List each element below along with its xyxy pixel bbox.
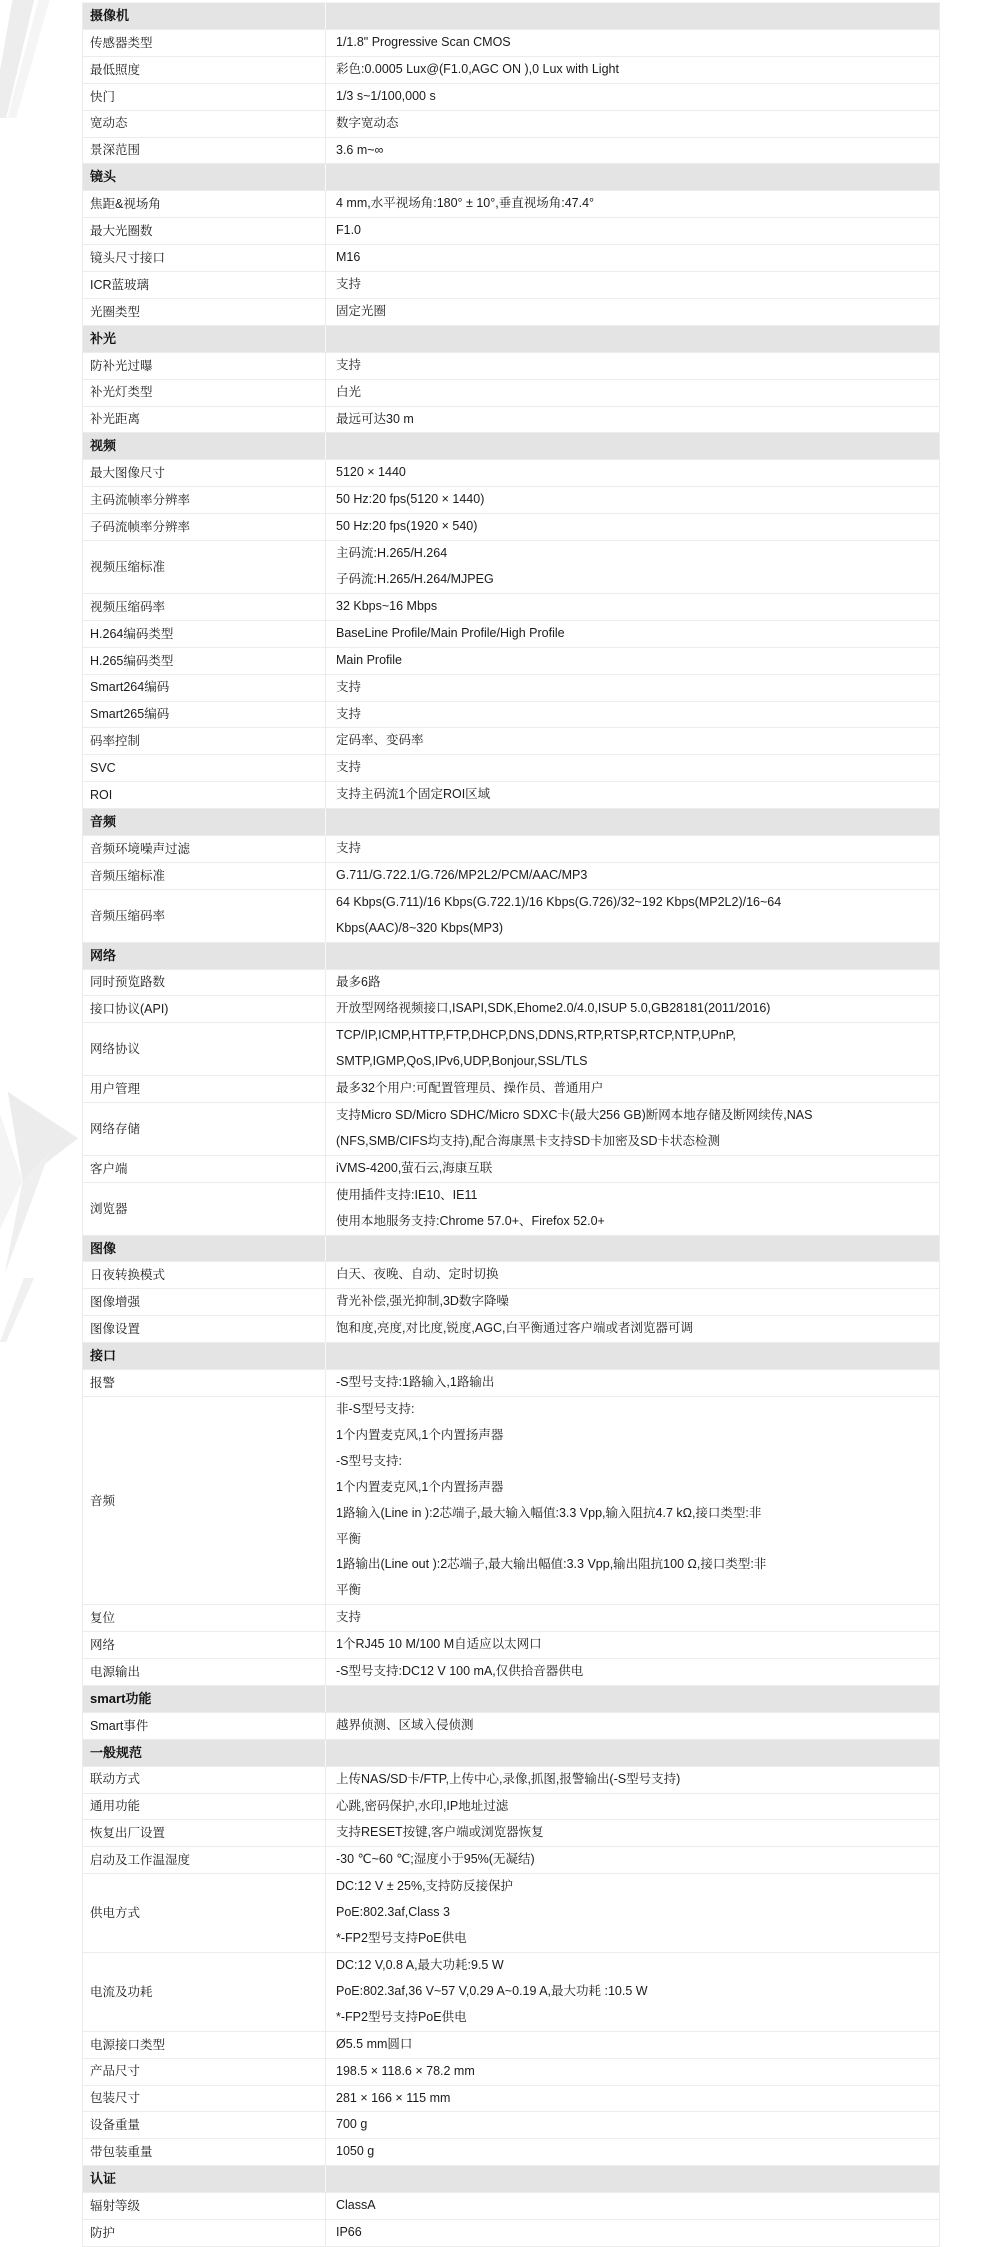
spec-value bbox=[326, 30, 939, 56]
section-header-5: 网络 bbox=[83, 943, 939, 970]
spec-value-line: Kbps(AAC)/8~320 Kbps(MP3) bbox=[336, 920, 504, 935]
spec-value-line: -S型号支持:1路输入,1路输出 bbox=[336, 1375, 495, 1390]
spec-label: 视频压缩标准 bbox=[83, 541, 326, 593]
spec-row bbox=[83, 1156, 939, 1183]
spec-row bbox=[83, 138, 939, 165]
spec-label: 网络 bbox=[83, 1632, 326, 1658]
spec-value bbox=[326, 2220, 939, 2246]
spec-value-line: 白天、夜晚、自动、定时切换 bbox=[336, 1267, 499, 1282]
spec-value bbox=[326, 1953, 939, 2031]
spec-row bbox=[83, 2086, 939, 2113]
spec-row bbox=[83, 1183, 939, 1236]
spec-value-line: F1.0 bbox=[336, 223, 362, 238]
spec-row bbox=[83, 2059, 939, 2086]
spec-value-line: -30 ℃~60 ℃;湿度小于95%(无凝结) bbox=[336, 1852, 535, 1867]
spec-value-line: 支持主码流1个固定ROI区域 bbox=[336, 787, 491, 802]
spec-value bbox=[326, 1289, 939, 1315]
spec-value-line: -S型号支持: bbox=[336, 1453, 402, 1468]
spec-value-line: *-FP2型号支持PoE供电 bbox=[336, 1931, 467, 1946]
spec-value-line: M16 bbox=[336, 250, 361, 265]
spec-label: 通用功能 bbox=[83, 1794, 326, 1820]
spec-value-line: 子码流:H.265/H.264/MJPEG bbox=[336, 571, 494, 586]
spec-label: 快门 bbox=[83, 84, 326, 110]
spec-value bbox=[326, 1397, 939, 1604]
spec-label: 景深范围 bbox=[83, 138, 326, 164]
spec-value-line: 支持 bbox=[336, 841, 362, 856]
spec-row bbox=[83, 1076, 939, 1103]
spec-label: 客户端 bbox=[83, 1156, 326, 1182]
spec-value-line: 最多32个用户:可配置管理员、操作员、普通用户 bbox=[336, 1081, 604, 1096]
spec-value bbox=[326, 380, 939, 406]
spec-value-line: 心跳,密码保护,水印,IP地址过滤 bbox=[336, 1798, 509, 1813]
spec-value-line: 彩色:0.0005 Lux@(F1.0,AGC ON ),0 Lux with Light bbox=[336, 61, 619, 76]
spec-row bbox=[83, 84, 939, 111]
spec-label: 主码流帧率分辨率 bbox=[83, 487, 326, 513]
spec-value bbox=[326, 702, 939, 728]
spec-label: 网络存储 bbox=[83, 1103, 326, 1155]
spec-label: 带包装重量 bbox=[83, 2139, 326, 2165]
spec-value bbox=[326, 1874, 939, 1952]
spec-row bbox=[83, 487, 939, 514]
spec-value-line: 281 × 166 × 115 mm bbox=[336, 2090, 451, 2105]
spec-row bbox=[83, 2112, 939, 2139]
spec-label: Smart265编码 bbox=[83, 702, 326, 728]
spec-value bbox=[326, 111, 939, 137]
spec-value bbox=[326, 1183, 939, 1235]
section-header-10: 认证 bbox=[83, 2166, 939, 2193]
spec-value-line: 198.5 × 118.6 × 78.2 mm bbox=[336, 2063, 475, 2078]
spec-value-line: TCP/IP,ICMP,HTTP,FTP,DHCP,DNS,DDNS,RTP,RTSP,RTCP,NTP,UPnP, bbox=[336, 1028, 736, 1043]
spec-value-line: 主码流:H.265/H.264 bbox=[336, 546, 448, 561]
spec-value-line: 1个内置麦克风,1个内置扬声器 bbox=[336, 1479, 504, 1494]
spec-value-line: 白光 bbox=[336, 384, 362, 399]
spec-value bbox=[326, 2059, 939, 2085]
spec-value-line: 3.6 m~∞ bbox=[336, 142, 384, 157]
spec-value bbox=[326, 2139, 939, 2165]
spec-label: 最低照度 bbox=[83, 57, 326, 83]
spec-label: H.265编码类型 bbox=[83, 648, 326, 674]
spec-value-line: 64 Kbps(G.711)/16 Kbps(G.722.1)/16 Kbps(G.726)/32~192 Kbps(MP2L2)/16~64 bbox=[336, 894, 782, 909]
spec-value bbox=[326, 1370, 939, 1396]
spec-value bbox=[326, 218, 939, 244]
spec-value bbox=[326, 541, 939, 593]
spec-value bbox=[326, 755, 939, 781]
spec-value-line: -S型号支持:DC12 V 100 mA,仅供拾音器供电 bbox=[336, 1664, 584, 1679]
spec-value bbox=[326, 1605, 939, 1631]
spec-value bbox=[326, 890, 939, 942]
spec-value bbox=[326, 407, 939, 433]
spec-row bbox=[83, 755, 939, 782]
spec-value-line: Main Profile bbox=[336, 652, 402, 667]
spec-value bbox=[326, 57, 939, 83]
spec-row bbox=[83, 272, 939, 299]
spec-row bbox=[83, 353, 939, 380]
spec-row bbox=[83, 1874, 939, 1953]
spec-value-line: 饱和度,亮度,对比度,锐度,AGC,白平衡通过客户端或者浏览器可调 bbox=[336, 1321, 693, 1336]
spec-value-line: 1050 g bbox=[336, 2144, 375, 2159]
spec-value-line: 支持 bbox=[336, 679, 362, 694]
spec-row bbox=[83, 380, 939, 407]
spec-label: 辐射等级 bbox=[83, 2193, 326, 2219]
spec-label: 电流及功耗 bbox=[83, 1953, 326, 2031]
spec-row bbox=[83, 1289, 939, 1316]
spec-row bbox=[83, 218, 939, 245]
spec-label: ICR蓝玻璃 bbox=[83, 272, 326, 298]
spec-value-line: (NFS,SMB/CIFS均支持),配合海康黑卡支持SD卡加密及SD卡状态检测 bbox=[336, 1133, 721, 1148]
spec-label: 同时预览路数 bbox=[83, 970, 326, 996]
spec-value bbox=[326, 138, 939, 164]
spec-table bbox=[82, 2, 940, 2247]
spec-value-line: 上传NAS/SD卡/FTP,上传中心,录像,抓图,报警输出(-S型号支持) bbox=[336, 1771, 681, 1786]
spec-row bbox=[83, 57, 939, 84]
spec-value-line: IP66 bbox=[336, 2225, 362, 2240]
spec-label: 图像设置 bbox=[83, 1316, 326, 1342]
spec-label: Smart264编码 bbox=[83, 675, 326, 701]
spec-row bbox=[83, 541, 939, 594]
spec-value-line: G.711/G.722.1/G.726/MP2L2/PCM/AAC/MP3 bbox=[336, 867, 588, 882]
spec-value-line: 使用插件支持:IE10、IE11 bbox=[336, 1187, 478, 1202]
spec-value bbox=[326, 1103, 939, 1155]
spec-value-line: 支持 bbox=[336, 1610, 362, 1625]
section-header-4: 音频 bbox=[83, 809, 939, 836]
spec-value bbox=[326, 1632, 939, 1658]
spec-row bbox=[83, 1713, 939, 1740]
spec-value-line: DC:12 V ± 25%,支持防反接保护 bbox=[336, 1879, 514, 1894]
spec-value-line: 1/3 s~1/100,000 s bbox=[336, 88, 436, 103]
spec-label: 网络协议 bbox=[83, 1023, 326, 1075]
spec-value bbox=[326, 2112, 939, 2138]
spec-value-line: Ø5.5 mm圆口 bbox=[336, 2036, 413, 2051]
spec-row bbox=[83, 1316, 939, 1343]
spec-value-line: 使用本地服务支持:Chrome 57.0+、Firefox 52.0+ bbox=[336, 1213, 605, 1228]
spec-value-line: 1个RJ45 10 M/100 M自适应以太网口 bbox=[336, 1637, 542, 1652]
spec-value bbox=[326, 836, 939, 862]
spec-value-line: 50 Hz:20 fps(1920 × 540) bbox=[336, 519, 478, 534]
spec-value bbox=[326, 782, 939, 808]
spec-value bbox=[326, 1767, 939, 1793]
spec-row bbox=[83, 514, 939, 541]
spec-value-line: 5120 × 1440 bbox=[336, 465, 406, 480]
spec-value bbox=[326, 272, 939, 298]
spec-label: 报警 bbox=[83, 1370, 326, 1396]
spec-label: SVC bbox=[83, 755, 326, 781]
spec-label: 复位 bbox=[83, 1605, 326, 1631]
spec-value-line: 越界侦测、区域入侵侦测 bbox=[336, 1717, 474, 1732]
spec-row bbox=[83, 1953, 939, 2032]
spec-row bbox=[83, 30, 939, 57]
spec-value bbox=[326, 648, 939, 674]
spec-value-line: 支持 bbox=[336, 277, 362, 292]
spec-label: 宽动态 bbox=[83, 111, 326, 137]
spec-label: 接口协议(API) bbox=[83, 996, 326, 1022]
spec-value-line: 支持 bbox=[336, 706, 362, 721]
spec-label: 传感器类型 bbox=[83, 30, 326, 56]
spec-label: 补光距离 bbox=[83, 407, 326, 433]
spec-value bbox=[326, 2032, 939, 2058]
spec-row bbox=[83, 782, 939, 809]
spec-value-line: ClassA bbox=[336, 2198, 376, 2213]
spec-value bbox=[326, 2086, 939, 2112]
spec-label: 音频 bbox=[83, 1397, 326, 1604]
watermark-tail-icon bbox=[0, 1278, 34, 1342]
spec-label: 设备重量 bbox=[83, 2112, 326, 2138]
watermark-slash-icon bbox=[0, 0, 62, 118]
spec-row bbox=[83, 1103, 939, 1156]
spec-row bbox=[83, 1632, 939, 1659]
spec-value-line: 支持RESET按键,客户端或浏览器恢复 bbox=[336, 1825, 544, 1840]
spec-value-line: 1个内置麦克风,1个内置扬声器 bbox=[336, 1427, 504, 1442]
spec-value-line: 平衡 bbox=[336, 1531, 362, 1546]
spec-value-line: 支持 bbox=[336, 357, 362, 372]
spec-value bbox=[326, 1713, 939, 1739]
spec-row bbox=[83, 1820, 939, 1847]
spec-label: 音频环境噪声过滤 bbox=[83, 836, 326, 862]
spec-row bbox=[83, 299, 939, 326]
spec-value-line: 定码率、变码率 bbox=[336, 733, 424, 748]
spec-row bbox=[83, 191, 939, 218]
spec-value bbox=[326, 996, 939, 1022]
spec-label: 电源输出 bbox=[83, 1659, 326, 1685]
spec-value bbox=[326, 970, 939, 996]
spec-row bbox=[83, 2032, 939, 2059]
spec-value bbox=[326, 1847, 939, 1873]
spec-row bbox=[83, 1262, 939, 1289]
spec-row bbox=[83, 1794, 939, 1821]
spec-value bbox=[326, 621, 939, 647]
spec-value-line: 开放型网络视频接口,ISAPI,SDK,Ehome2.0/4.0,ISUP 5.0,GB28181(2011/2016) bbox=[336, 1001, 771, 1016]
spec-row bbox=[83, 2139, 939, 2166]
spec-row bbox=[83, 1023, 939, 1076]
spec-value-line: 1路输出(Line out ):2芯端子,最大输出幅值:3.3 Vpp,输出阻抗100 Ω,接口类型:非 bbox=[336, 1557, 767, 1572]
spec-value bbox=[326, 84, 939, 110]
spec-value bbox=[326, 353, 939, 379]
spec-label: 焦距&视场角 bbox=[83, 191, 326, 217]
spec-value bbox=[326, 2193, 939, 2219]
spec-row bbox=[83, 1847, 939, 1874]
spec-value bbox=[326, 1659, 939, 1685]
spec-value-line: 非-S型号支持: bbox=[336, 1402, 415, 1416]
spec-label: H.264编码类型 bbox=[83, 621, 326, 647]
spec-label: 防补光过曝 bbox=[83, 353, 326, 379]
spec-value bbox=[326, 675, 939, 701]
spec-value bbox=[326, 1076, 939, 1102]
spec-value-line: 固定光圈 bbox=[336, 303, 387, 318]
spec-row bbox=[83, 1605, 939, 1632]
spec-value-line: iVMS-4200,萤石云,海康互联 bbox=[336, 1160, 493, 1175]
spec-label: 供电方式 bbox=[83, 1874, 326, 1952]
spec-value-line: SMTP,IGMP,QoS,IPv6,UDP,Bonjour,SSL/TLS bbox=[336, 1054, 588, 1069]
spec-label: ROI bbox=[83, 782, 326, 808]
spec-value bbox=[326, 1820, 939, 1846]
spec-value-line: PoE:802.3af,Class 3 bbox=[336, 1905, 450, 1920]
section-header-1: 镜头 bbox=[83, 164, 939, 191]
spec-value bbox=[326, 863, 939, 889]
spec-value-line: PoE:802.3af,36 V~57 V,0.29 A~0.19 A,最大功耗 :10.5 W bbox=[336, 1983, 648, 1998]
spec-value-line: 背光补偿,强光抑制,3D数字降噪 bbox=[336, 1294, 509, 1309]
spec-value bbox=[326, 1794, 939, 1820]
spec-row bbox=[83, 1767, 939, 1794]
spec-value bbox=[326, 1262, 939, 1288]
spec-label: 图像增强 bbox=[83, 1289, 326, 1315]
spec-row bbox=[83, 863, 939, 890]
spec-value-line: 1路输入(Line in ):2芯端子,最大输入幅值:3.3 Vpp,输入阻抗4.7 kΩ,接口类型:非 bbox=[336, 1505, 762, 1520]
spec-value bbox=[326, 514, 939, 540]
spec-value-line: BaseLine Profile/Main Profile/High Profile bbox=[336, 625, 565, 640]
spec-value bbox=[326, 728, 939, 754]
spec-label: 视频压缩码率 bbox=[83, 594, 326, 620]
spec-row bbox=[83, 1397, 939, 1605]
spec-label: 启动及工作温湿度 bbox=[83, 1847, 326, 1873]
spec-value-line: 支持Micro SD/Micro SDHC/Micro SDXC卡(最大256 GB)断网本地存储及断网续传,NAS bbox=[336, 1108, 813, 1123]
spec-label: Smart事件 bbox=[83, 1713, 326, 1739]
spec-label: 电源接口类型 bbox=[83, 2032, 326, 2058]
spec-label: 补光灯类型 bbox=[83, 380, 326, 406]
spec-label: 恢复出厂设置 bbox=[83, 1820, 326, 1846]
spec-label: 防护 bbox=[83, 2220, 326, 2246]
spec-value bbox=[326, 1156, 939, 1182]
spec-value bbox=[326, 460, 939, 486]
spec-label: 包装尺寸 bbox=[83, 2086, 326, 2112]
spec-row bbox=[83, 1659, 939, 1686]
spec-label: 码率控制 bbox=[83, 728, 326, 754]
section-header-9: 一般规范 bbox=[83, 1740, 939, 1767]
spec-value-line: 最远可达30 m bbox=[336, 411, 414, 426]
spec-value-line: DC:12 V,0.8 A,最大功耗:9.5 W bbox=[336, 1958, 504, 1972]
spec-value bbox=[326, 191, 939, 217]
spec-label: 音频压缩标准 bbox=[83, 863, 326, 889]
spec-row bbox=[83, 2193, 939, 2220]
spec-row bbox=[83, 407, 939, 434]
spec-value-line: 50 Hz:20 fps(5120 × 1440) bbox=[336, 492, 485, 507]
spec-label: 用户管理 bbox=[83, 1076, 326, 1102]
spec-value-line: 平衡 bbox=[336, 1583, 362, 1598]
section-header-8: smart功能 bbox=[83, 1686, 939, 1713]
spec-label: 联动方式 bbox=[83, 1767, 326, 1793]
spec-value-line: 最多6路 bbox=[336, 974, 381, 989]
section-header-6: 图像 bbox=[83, 1236, 939, 1263]
spec-row bbox=[83, 111, 939, 138]
spec-value-line: 1/1.8" Progressive Scan CMOS bbox=[336, 34, 511, 49]
spec-row bbox=[83, 728, 939, 755]
spec-value-line: 32 Kbps~16 Mbps bbox=[336, 598, 438, 613]
spec-label: 产品尺寸 bbox=[83, 2059, 326, 2085]
spec-row bbox=[83, 621, 939, 648]
spec-value-line: 数字宽动态 bbox=[336, 115, 399, 130]
spec-row bbox=[83, 890, 939, 943]
spec-label: 光圈类型 bbox=[83, 299, 326, 325]
spec-value bbox=[326, 487, 939, 513]
spec-value bbox=[326, 594, 939, 620]
spec-label: 日夜转换模式 bbox=[83, 1262, 326, 1288]
spec-value-line: 支持 bbox=[336, 760, 362, 775]
spec-row bbox=[83, 836, 939, 863]
spec-row bbox=[83, 460, 939, 487]
spec-label: 浏览器 bbox=[83, 1183, 326, 1235]
spec-label: 音频压缩码率 bbox=[83, 890, 326, 942]
spec-label: 最大图像尺寸 bbox=[83, 460, 326, 486]
section-header-0: 摄像机 bbox=[83, 3, 939, 30]
section-header-2: 补光 bbox=[83, 326, 939, 353]
spec-value bbox=[326, 245, 939, 271]
spec-value-line: 4 mm,水平视场角:180° ± 10°,垂直视场角:47.4° bbox=[336, 196, 595, 211]
spec-value bbox=[326, 1023, 939, 1075]
spec-value-line: *-FP2型号支持PoE供电 bbox=[336, 2009, 467, 2024]
spec-row bbox=[83, 996, 939, 1023]
spec-label: 子码流帧率分辨率 bbox=[83, 514, 326, 540]
spec-row bbox=[83, 648, 939, 675]
section-header-7: 接口 bbox=[83, 1343, 939, 1370]
spec-row bbox=[83, 675, 939, 702]
spec-row bbox=[83, 594, 939, 621]
spec-label: 镜头尺寸接口 bbox=[83, 245, 326, 271]
watermark-star-icon bbox=[0, 1088, 78, 1274]
spec-value bbox=[326, 299, 939, 325]
spec-row bbox=[83, 1370, 939, 1397]
spec-row bbox=[83, 702, 939, 729]
spec-value bbox=[326, 1316, 939, 1342]
section-header-3: 视频 bbox=[83, 433, 939, 460]
spec-row bbox=[83, 245, 939, 272]
spec-label: 最大光圈数 bbox=[83, 218, 326, 244]
spec-value-line: 700 g bbox=[336, 2117, 368, 2132]
spec-row bbox=[83, 970, 939, 997]
spec-row bbox=[83, 2220, 939, 2247]
